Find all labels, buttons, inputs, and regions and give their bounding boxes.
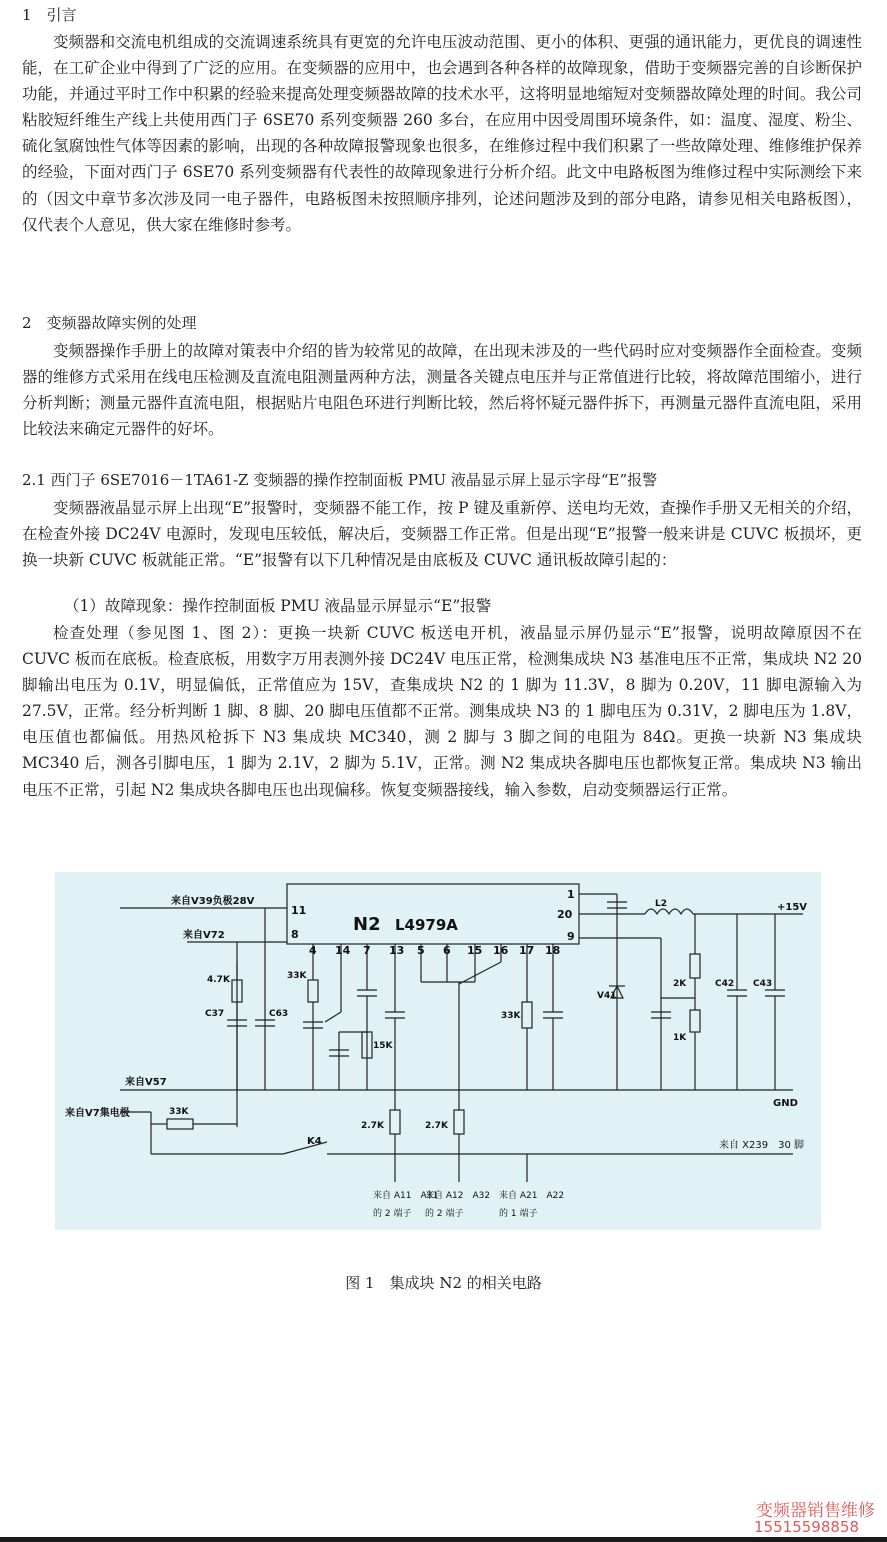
watermark-text: 变频器销售维修 [756,1501,875,1521]
label-gnd: GND [773,1098,798,1109]
pin-label: 20 [557,908,573,921]
section-1-body: 变频器和交流电机组成的交流调速系统具有更宽的允许电压波动范围、更小的体积、更强的通讯能力，更优良的调速性能，在工矿企业中得到了广泛的应用。在变频器的应用中，也会遇到各种各样的故障现象，借助于变频器完善的自诊断保护功能，并通过平时工作中积累的经验来提高处理变频器故障的技术水平，这将明显地缩短对变频器故障处理的时间。我公司粘胶短纤维生产线上共使用西门子 6SE70 系列变频器 260 多台，在应用中因受周围环境条件，如：温度、湿度、粉尘、硫化氢腐蚀性气体等因素的影响，出现的各种故障报警现象也很多，在维修过程中我们积累了一些故障处理、维修维护保养的经验，下面对西门子 6SE70 系列变频器有代表性的故障现象进行分析介绍。此文中电路板图为维修过程中实际测绘下来的（因文中章节多次涉及同一电子器件，电路板图未按照顺序排列，论述问题涉及到的部分电路，请参见相关电路板图），仅代表个人意见，供大家在维修时参考。 [22,33,862,234]
pin-label: 4 [309,944,317,957]
label-from-x239: 来自 X239 30 脚 [719,1140,805,1151]
component-label: V41 [597,991,617,1001]
label-plus15v: +15V [777,902,808,913]
component-label: 15K [373,1041,393,1051]
pin-label: 8 [291,928,299,941]
component-label: 2K [673,979,687,989]
component-label: C42 [715,979,735,989]
pin-label: 18 [545,944,561,957]
pin-label: 11 [291,904,307,917]
component-label: 33K [287,971,307,981]
component-label: 33K [501,1011,521,1021]
circuit-wires [120,884,803,1182]
label-from-v7: 来自V7集电极 [65,1108,130,1119]
label-a12: 来自 A12 A32 [425,1191,491,1201]
section-1-title: 1 引言 [22,6,77,24]
figure-caption: 图 1 集成块 N2 的相关电路 [345,1274,542,1292]
pin-label: 16 [493,944,509,957]
label-from-v57: 来自V57 [125,1077,167,1088]
component-label: 33K [169,1107,189,1117]
fault-title: （1）故障现象：操作控制面板 PMU 液晶显示屏显示“E”报警 [64,597,492,615]
label-from-v72: 来自V72 [183,930,225,941]
label-a21b: 的 1 端子 [499,1209,538,1219]
fault-body: 检查处理（参见图 1、图 2）：更换一块新 CUVC 板送电开机，液晶显示屏仍显示“E”报警，说明故障原因不在 CUVC 板而在底板。检查底板，用数字万用表测外接 DC24V 电压正常，检测集成块 N3 基准电压不正常，集成块 N2 20 脚输出电压为 0.1V，明显偏低，正常值应为 15V，查集成块 N2 的 1 脚为 11.3V，8 脚为 0.20V，11 脚电源输入为 27.5V，正常。经分析判断 1 脚、8 脚、20 脚电压值都不正常。测集成块 N3 的 1 脚电压为 0.31V，2 脚电压为 1.8V，电压值也都偏低。用热风枪拆下 N3 集成块 MC340，测 2 脚与 3 脚之间的电阻为 84Ω。更换一块新 N3 集成块 MC340 后，测各引脚电压，1 脚为 2.1V，2 脚为 5.1V，正常。测 N2 集成块各脚电压也都恢复正常。集成块 N3 输出电压不正常，引起 N2 集成块各脚电压也出现偏移。恢复变频器接线，输入参数，启动变频器运行正常。 [22,624,862,799]
bottom-divider [0,1537,887,1542]
component-label: 2.7K [425,1121,448,1131]
circuit-figure [55,872,821,1230]
component-label: 2.7K [361,1121,384,1131]
label-a11b: 的 2 端子 [373,1209,412,1219]
label-a12b: 的 2 端子 [425,1209,464,1219]
component-label: C43 [753,979,773,989]
pin-label: 7 [363,944,371,957]
circuit-diagram [55,872,821,1230]
section-2-title: 2 变频器故障实例的处理 [22,314,197,332]
pin-label: 13 [389,944,405,957]
label-a21: 来自 A21 A22 [499,1191,565,1201]
pin-label: 17 [519,944,535,957]
component-label: C37 [205,1009,225,1019]
chip-n2 [353,914,458,935]
component-label: 4.7K [207,975,230,985]
pin-label: 5 [417,944,425,957]
chip-name: N2 [353,914,381,935]
pin-label: 14 [335,944,351,957]
terminal-labels [373,1189,564,1219]
watermark-phone: 15515598858 [754,1518,859,1536]
component-label: L2 [655,899,667,909]
section-2-body: 变频器操作手册上的故障对策表中介绍的皆为较常见的故障，在出现未涉及的一些代码时应对变频器作全面检查。变频器的维修方式采用在线电压检测及直流电阻测量两种方法，测量各关键点电压并与正常值进行比较，将故障范围缩小，进行分析判断；测量元器件直流电阻，根据贴片电阻色环进行判断比较，然后将怀疑元器件拆下，再测量元器件直流电阻，采用比较法来确定元器件的好坏。 [22,342,862,439]
pin-label: 15 [467,944,483,957]
pin-label: 9 [567,930,575,943]
section-2-1-title: 2.1 西门子 6SE7016－1TA61-Z 变频器的操作控制面板 PMU 液晶显示屏上显示字母“E”报警 [22,471,658,489]
pin-label: 6 [443,944,451,957]
section-2-1-body: 变频器液晶显示屏上出现“E”报警时，变频器不能工作，按 P 键及重新停、送电均无效，查操作手册又无相关的介绍，在检查外接 DC24V 电源时，发现电压较低，解决后，变频器工作正常。但是出现“E”报警一般来讲是 CUVC 板损坏，更换一块新 CUVC 板就能正常。“E”报警有以下几种情况是由底板及 CUVC 通讯板故障引起的： [22,499,862,570]
chip-model: L4979A [395,916,458,934]
component-label: C63 [269,1009,289,1019]
label-a11: 来自 A11 A31 [373,1191,439,1201]
component-label: 1K [673,1033,687,1043]
label-k4: K4 [307,1136,322,1147]
label-from-v39: 来自V39负极28V [171,896,255,907]
pin-label: 1 [567,888,575,901]
